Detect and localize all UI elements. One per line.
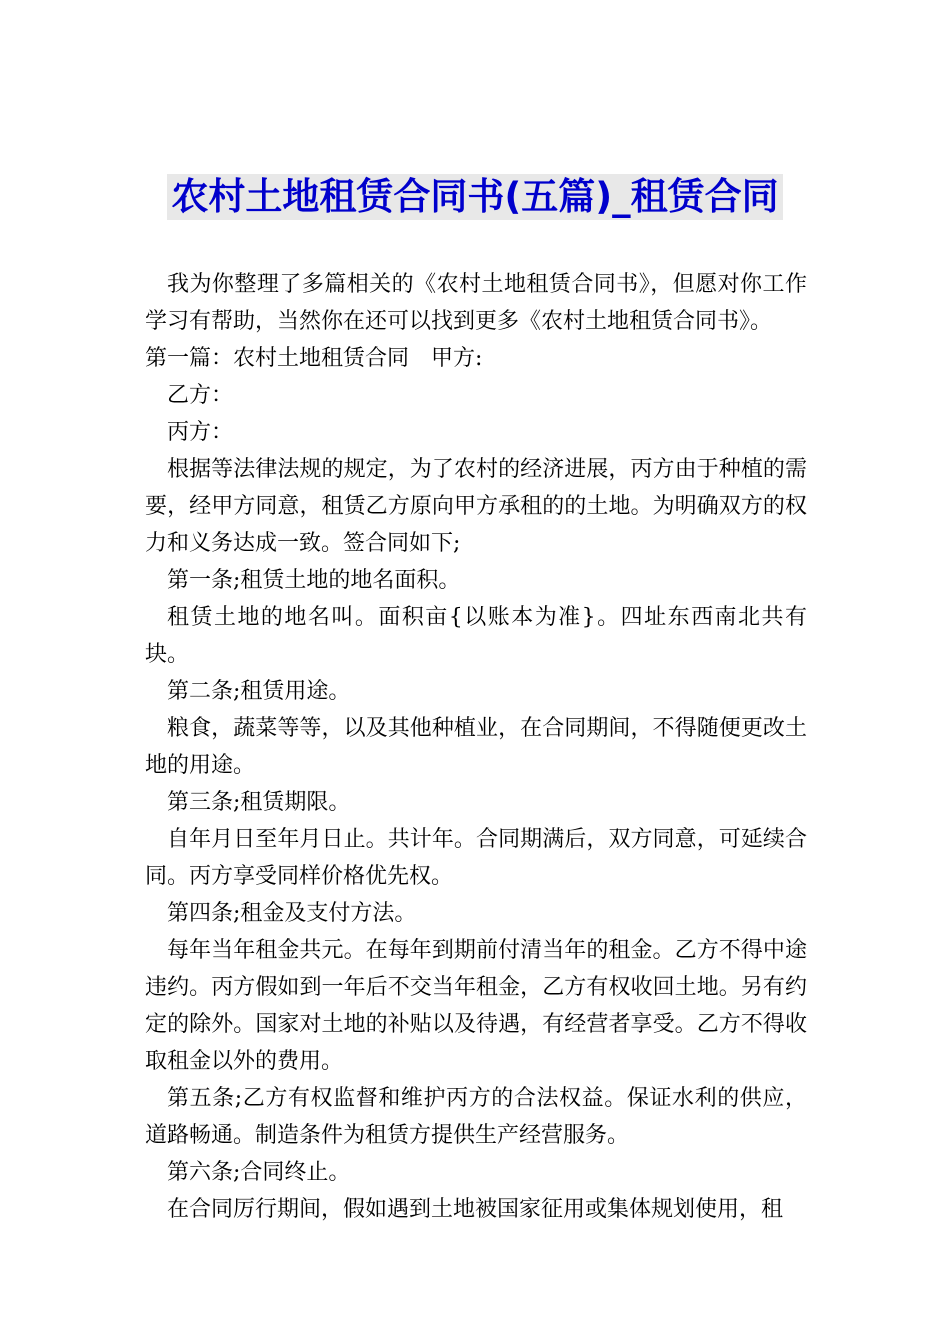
clause-6-body: 在合同厉行期间，假如遇到土地被国家征用或集体规划使用，租 <box>167 1197 784 1222</box>
document-body <box>145 266 807 1228</box>
clause-3-heading: 第三条;租赁期限。 <box>167 790 351 815</box>
paragraph-preamble: 根据等法律法规的规定，为了农村的经济进展，丙方由于种植的需要，经甲方同意，租赁乙方原向甲方承租的的土地。为明确双方的权力和义务达成一致。签合同如下; <box>145 457 807 556</box>
clause-3-body: 自年月日至年月日止。共计年。合同期满后，双方同意，可延续合同。丙方享受同样价格优先权。 <box>145 827 807 889</box>
clause-1-body: 租赁土地的地名叫。面积亩{以账本为准}。四址东西南北共有块。 <box>145 605 807 667</box>
clause-5: 第五条;乙方有权监督和维护丙方的合法权益。保证水利的供应，道路畅通。制造条件为租赁方提供生产经营服务。 <box>145 1086 807 1148</box>
paragraph-intro: 我为你整理了多篇相关的《农村土地租赁合同书》，但愿对你工作学习有帮助，当然你在还可以找到更多《农村土地租赁合同书》。 <box>145 272 807 334</box>
paragraph-party-b: 乙方： <box>167 383 234 408</box>
clause-1-heading: 第一条;租赁土地的地名面积。 <box>167 568 461 593</box>
paragraph-party-c: 丙方： <box>167 420 234 445</box>
clause-2-heading: 第二条;租赁用途。 <box>167 679 351 704</box>
clause-4-heading: 第四条;租金及支付方法。 <box>167 901 417 926</box>
paragraph-first-article-heading: 第一篇：农村土地租赁合同 甲方: <box>145 346 483 371</box>
title-container <box>0 174 950 220</box>
clause-4-body: 每年当年租金共元。在每年到期前付清当年的租金。乙方不得中途违约。丙方假如到一年后不交当年租金，乙方有权收回土地。另有约定的除外。国家对土地的补贴以及待遇，有经营者享受。乙方不得收取租金以外的费用。 <box>145 938 807 1074</box>
clause-6-heading: 第六条;合同终止。 <box>167 1160 351 1185</box>
document-title: 农村土地租赁合同书(五篇)_租赁合同 <box>167 174 782 220</box>
clause-2-body: 粮食，蔬菜等等，以及其他种植业，在合同期间，不得随便更改土地的用途。 <box>145 716 807 778</box>
